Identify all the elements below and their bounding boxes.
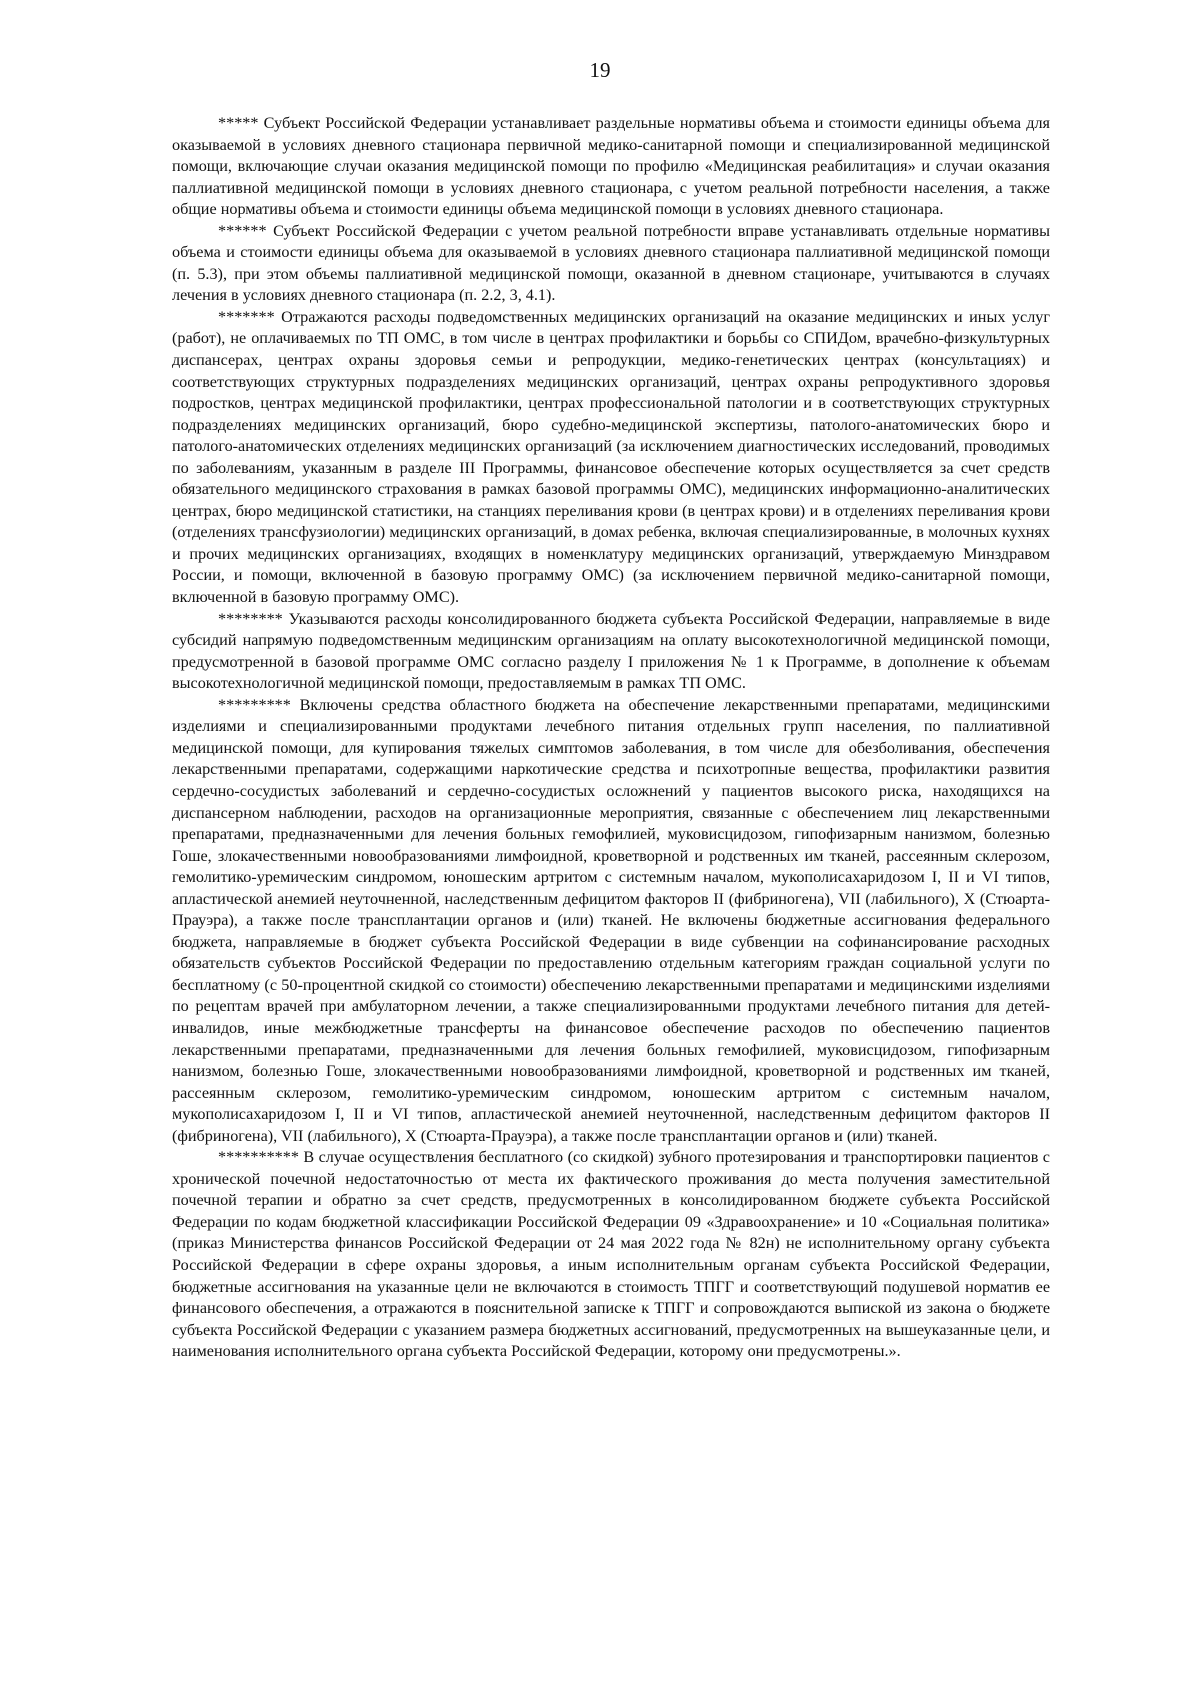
- footnote-text: Субъект Российской Федерации с учетом реальной потребности вправе устанавливать отдельные нормативы объема и стоимости единицы объема для оказываемой в условиях дневного стационара паллиативной медицинской помощи (п. 5.3), при этом объемы паллиативной медицинской помощи, оказанной в дневном стационаре, учитываются в случаях лечения в условиях дневного стационара (п. 2.2, 3, 4.1).: [172, 221, 1051, 305]
- footnotes-section: [172, 113, 1050, 1363]
- footnote-10-stars: [172, 1147, 1050, 1362]
- footnote-6-stars: [172, 221, 1050, 307]
- footnote-marker: **********: [218, 1148, 299, 1167]
- footnote-text: В случае осуществления бесплатного (со скидкой) зубного протезирования и транспортировки пациентов с хронической почечной недостаточностью от места их фактического проживания до места получения заместительной почечной терапии и обратно за счет средств, предусмотренных в консолидированном бюджете субъекта Российской Федерации по кодам бюджетной классификации Российской Федерации 09 «Здравоохранение» и 10 «Социальная политика» (приказ Министерства финансов Российской Федерации от 24 мая 2022 года № 82н) не исполнительному органу субъекта Российской Федерации в сфере охраны здоровья, а иным исполнительным органам субъекта Российской Федерации, бюджетные ассигнования на указанные цели не включаются в стоимость ТПГГ и соответствующий подушевой норматив ее финансового обеспечения, а отражаются в пояснительной записке к ТПГГ и сопровождаются выпиской из закона о бюджете субъекта Российской Федерации с указанием размера бюджетных ассигнований, предусмотренных на вышеуказанные цели, и наименования исполнительного органа субъекта Российской Федерации, которому они предусмотрены.».: [172, 1148, 1050, 1361]
- footnote-text: Включены средства областного бюджета на обеспечение лекарственными препаратами, медицинскими изделиями и специализированными продуктами лечебного питания отдельных групп населения, по паллиативной медицинской помощи, для купирования тяжелых симптомов заболевания, в том числе для обезболивания, обеспечения лекарственными препаратами, содержащими наркотические средства и психотропные вещества, профилактики развития сердечно-сосудистых заболеваний и сердечно-сосудистых осложнений у пациентов высокого риска, находящихся на диспансерном наблюдении, расходов на организационные мероприятия, связанные с обеспечением лиц лекарственными препаратами, предназначенными для лечения больных гемофилией, муковисцидозом, гипофизарным нанизмом, болезнью Гоше, злокачественными новообразованиями лимфоидной, кроветворной и родственных им тканей, рассеянным склерозом, гемолитико-уремическим синдромом, юношеским артритом с системным началом, мукополисахаридозом I, II и VI типов, апластической анемией неуточненной, наследственным дефицитом факторов II (фибриногена), VII (лабильного), X (Стюарта-Прауэра), а также после трансплантации органов и (или) тканей. Не включены бюджетные ассигнования федерального бюджета, направляемые в бюджет субъекта Российской Федерации в виде субвенции на софинансирование расходных обязательств субъектов Российской Федерации по предоставлению отдельным категориям граждан социальной услуги по бесплатному (с 50-процентной скидкой со стоимости) обеспечению лекарственными препаратами и медицинскими изделиями по рецептам врачей при амбулаторном лечении, а также специализированными продуктами лечебного питания для детей-инвалидов, иные межбюджетные трансферты на финансовое обеспечение расходов по обеспечению пациентов лекарственными препаратами, предназначенными для лечения больных гемофилией, муковисцидозом, гипофизарным нанизмом, болезнью Гоше, злокачественными новообразованиями лимфоидной, кроветворной и родственных им тканей, рассеянным склерозом, гемолитико-уремическим синдромом, юношеским артритом с системным началом, мукополисахаридозом I, II и VI типов, апластической анемией неуточненной, наследственным дефицитом факторов II (фибриногена), VII (лабильного), X (Стюарта-Прауэра), а также после трансплантации органов и (или) тканей.: [172, 695, 1051, 1145]
- footnote-9-stars: [172, 695, 1050, 1147]
- footnote-marker: ********: [218, 609, 283, 628]
- footnote-text: Субъект Российской Федерации устанавливает раздельные нормативы объема и стоимости единицы объема для оказываемой в условиях дневного стационара первичной медико-санитарной помощи и специализированной медицинской помощи, включающие случаи оказания медицинской помощи по профилю «Медицинская реабилитация» и случаи оказания паллиативной медицинской помощи в условиях дневного стационара, с учетом реальной потребности населения, а также общие нормативы объема и стоимости единицы объема медицинской помощи в условиях дневного стационара.: [172, 114, 1051, 219]
- footnote-marker: *********: [218, 695, 291, 714]
- footnote-8-stars: [172, 609, 1050, 695]
- footnote-marker: *******: [218, 307, 275, 326]
- footnote-marker: ******: [218, 221, 267, 240]
- footnote-5-stars: [172, 113, 1050, 221]
- footnote-text: Отражаются расходы подведомственных медицинских организаций на оказание медицинских и иных услуг (работ), не оплачиваемых по ТП ОМС, в том числе в центрах профилактики и борьбы со СПИДом, врачебно-физкультурных диспансерах, центрах охраны здоровья семьи и репродукции, медико-генетических центрах (консультациях) и соответствующих структурных подразделениях медицинских организаций, центрах охраны репродуктивного здоровья подростков, центрах медицинской профилактики, центрах профессиональной патологии и в соответствующих структурных подразделениях медицинских организаций, бюро судебно-медицинской экспертизы, патолого-анатомических бюро и патолого-анатомических отделениях медицинских организаций (за исключением диагностических исследований, проводимых по заболеваниям, указанным в разделе III Программы, финансовое обеспечение которых осуществляется за счет средств обязательного медицинского страхования в рамках базовой программы ОМС), медицинских информационно-аналитических центрах, бюро медицинской статистики, на станциях переливания крови (в центрах крови) и в отделениях переливания крови (отделениях трансфузиологии) медицинских организаций, в домах ребенка, включая специализированные, в молочных кухнях и прочих медицинских организациях, входящих в номенклатуру медицинских организаций, утверждаемую Минздравом России, и помощи, включенной в базовую программу ОМС) (за исключением первичной медико-санитарной помощи, включенной в базовую программу ОМС).: [172, 307, 1051, 607]
- footnote-7-stars: [172, 307, 1050, 609]
- footnote-text: Указываются расходы консолидированного бюджета субъекта Российской Федерации, направляемые в виде субсидий напрямую подведомственным медицинским организациям на оплату высокотехнологичной медицинской помощи, предусмотренной в базовой программе ОМС согласно разделу I приложения № 1 к Программе, в дополнение к объемам высокотехнологичной медицинской помощи, предоставляемым в рамках ТП ОМС.: [172, 609, 1051, 693]
- page-number: 19: [589, 58, 611, 82]
- footnote-marker: *****: [218, 114, 259, 132]
